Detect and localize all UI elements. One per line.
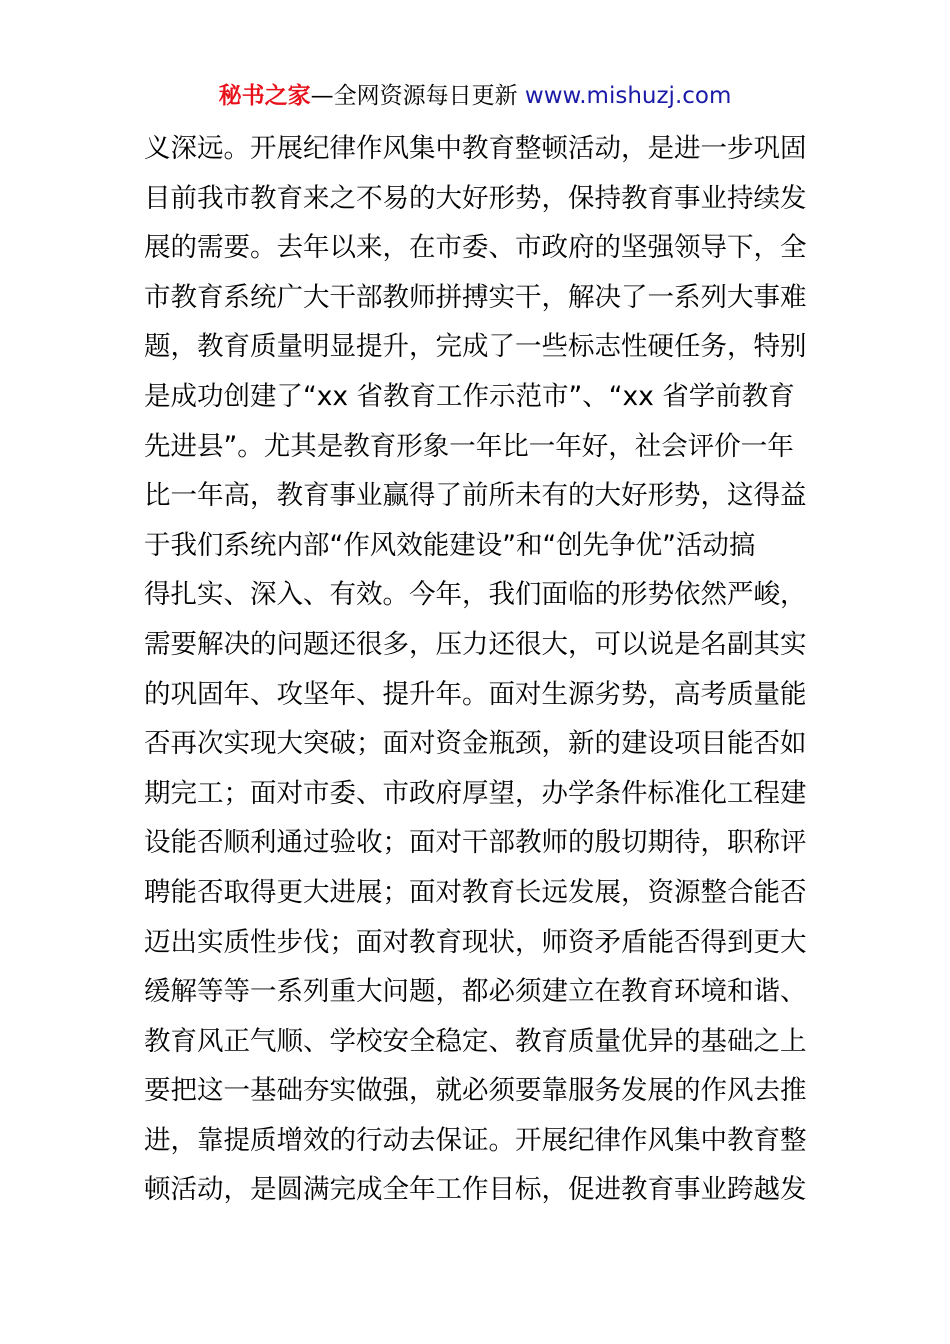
text-line: 目前我市教育来之不易的大好形势，保持教育事业持续发: [144, 182, 807, 214]
text-line: 于我们系统内部“作风效能建设”和“创先争优”活动搞: [144, 529, 756, 561]
text-line: 要把这一基础夯实做强，就必须要靠服务发展的作风去推: [144, 1075, 807, 1107]
text-line: 义深远。开展纪律作风集中教育整顿活动，是进一步巩固: [144, 133, 807, 164]
site-url-link[interactable]: www.mishuzj.com: [524, 83, 732, 109]
text-line: 迈出实质性步伐；面对教育现状，师资矛盾能否得到更大: [144, 926, 807, 958]
text-line: 否再次实现大突破；面对资金瓶颈，新的建设项目能否如: [144, 728, 807, 760]
text-line: 进，靠提质增效的行动去保证。开展纪律作风集中教育整: [144, 1124, 807, 1156]
body-text: [144, 124, 824, 1215]
page-header: [0, 80, 950, 112]
text-line: 需要解决的问题还很多，压力还很大，可以说是名副其实: [144, 628, 807, 660]
text-line: 设能否顺利通过验收；面对干部教师的殷切期待，职称评: [144, 827, 807, 859]
text-line: 展的需要。去年以来，在市委、市政府的坚强领导下，全: [144, 232, 807, 264]
text-line: 比一年高，教育事业赢得了前所未有的大好形势，这得益: [144, 480, 807, 512]
text-line: 顿活动，是圆满完成全年工作目标，促进教育事业跨越发: [144, 1174, 807, 1206]
text-line: 期完工；面对市委、市政府厚望，办学条件标准化工程建: [144, 777, 807, 809]
text-line: 教育风正气顺、学校安全稳定、教育质量优异的基础之上: [144, 1025, 807, 1057]
text-line: 先进县”。尤其是教育形象一年比一年好，社会评价一年: [144, 430, 794, 462]
text-line: 得扎实、深入、有效。今年，我们面临的形势依然严峻，: [144, 579, 807, 611]
text-line: 缓解等等一系列重大问题，都必须建立在教育环境和谐、: [144, 976, 807, 1008]
brand-name: 秘书之家: [218, 83, 311, 109]
text-line: 市教育系统广大干部教师拼搏实干，解决了一系列大事难: [144, 281, 807, 313]
text-line: 的巩固年、攻坚年、提升年。面对生源劣势，高考质量能: [144, 678, 807, 710]
text-line: 题，教育质量明显提升，完成了一些标志性硬任务，特别: [144, 331, 807, 363]
text-line: 是成功创建了“xx 省教育工作示范市”、“xx 省学前教育: [144, 380, 795, 412]
header-tagline: —全网资源每日更新: [310, 83, 518, 109]
text-line: 聘能否取得更大进展；面对教育长远发展，资源整合能否: [144, 876, 807, 908]
